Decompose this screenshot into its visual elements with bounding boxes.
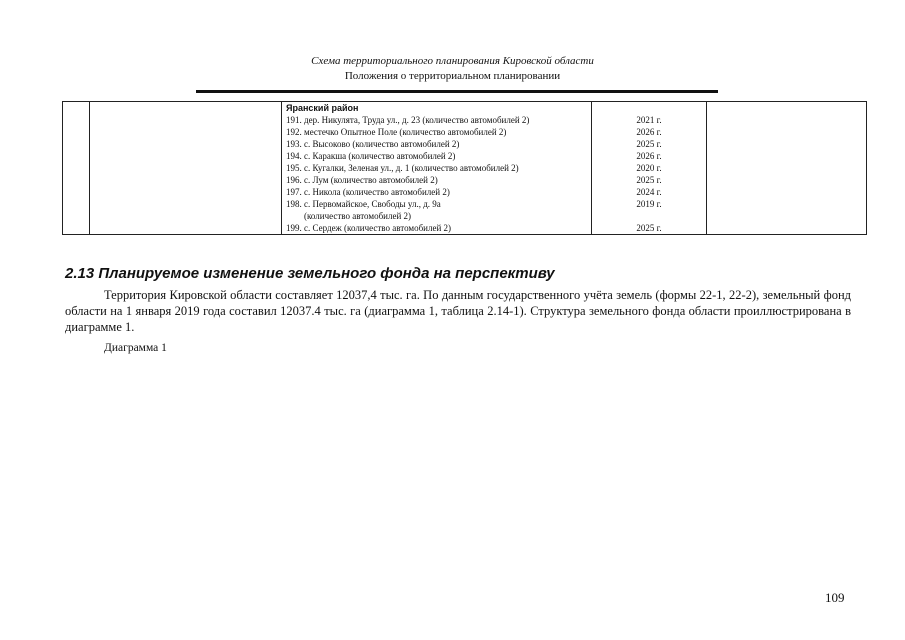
list-item: 192. местечко Опытное Поле (количество автомобилей 2) <box>286 127 507 137</box>
list-item: 199. с. Сердеж (количество автомобилей 2) <box>286 223 452 233</box>
table-cell-number <box>63 102 90 235</box>
document-header-subtitle: Положения о территориальном планировании <box>344 70 561 82</box>
year-value: 2025 г. <box>636 139 662 149</box>
year-value: 2026 г. <box>636 127 662 137</box>
list-item: 197. с. Никола (количество автомобилей 2) <box>286 187 450 197</box>
list-item: 195. с. Кугалки, Зеленая ул., д. 1 (количество автомобилей 2) <box>286 163 519 173</box>
table-cell-name <box>90 102 282 235</box>
list-item-continuation: (количество автомобилей 2) <box>304 211 412 221</box>
year-value: 2026 г. <box>636 151 662 161</box>
year-value: 2024 г. <box>636 187 662 197</box>
list-item: 194. с. Каракша (количество автомобилей 2) <box>286 151 456 161</box>
table-cell-locations <box>282 102 592 235</box>
section-title: 2.13 Планируемое изменение земельного фонда на перспективу <box>65 265 555 282</box>
table-cell-notes <box>707 102 867 235</box>
objects-table <box>62 101 867 235</box>
year-value: 2021 г. <box>636 115 662 125</box>
table-cell-years <box>592 102 707 235</box>
list-item: 193. с. Высоково (количество автомобилей 2) <box>286 139 460 149</box>
diagram-caption: Диаграмма 1 <box>104 342 167 354</box>
body-paragraph: Территория Кировской области составляет 12037,4 тыс. га. По данным государственного учёта земель (формы 22-1, 22-2), земельный фонд области на 1 января 2019 года составил 12037.4 тыс. га (диаграмма 1, таблица 2.14-1). Структура земельного фонда области проиллюстрирована в диаграмме 1. <box>65 288 851 334</box>
table-row <box>63 102 867 235</box>
list-item: 196. с. Лум (количество автомобилей 2) <box>286 175 438 185</box>
year-value: 2020 г. <box>636 163 662 173</box>
list-item: 198. с. Первомайское, Свободы ул., д. 9а (количество автомобилей 2) <box>286 198 591 222</box>
document-header-title: Схема территориального планирования Кировской области <box>311 55 594 67</box>
header-rule <box>196 90 718 93</box>
year-value: 2019 г. <box>636 199 662 209</box>
year-value: 2025 г. <box>636 223 662 233</box>
year-value: 2025 г. <box>636 175 662 185</box>
list-item: 191. дер. Никулята, Труда ул., д. 23 (количество автомобилей 2) <box>286 115 530 125</box>
page-number: 109 <box>825 590 845 605</box>
district-heading: Яранский район <box>286 103 359 113</box>
